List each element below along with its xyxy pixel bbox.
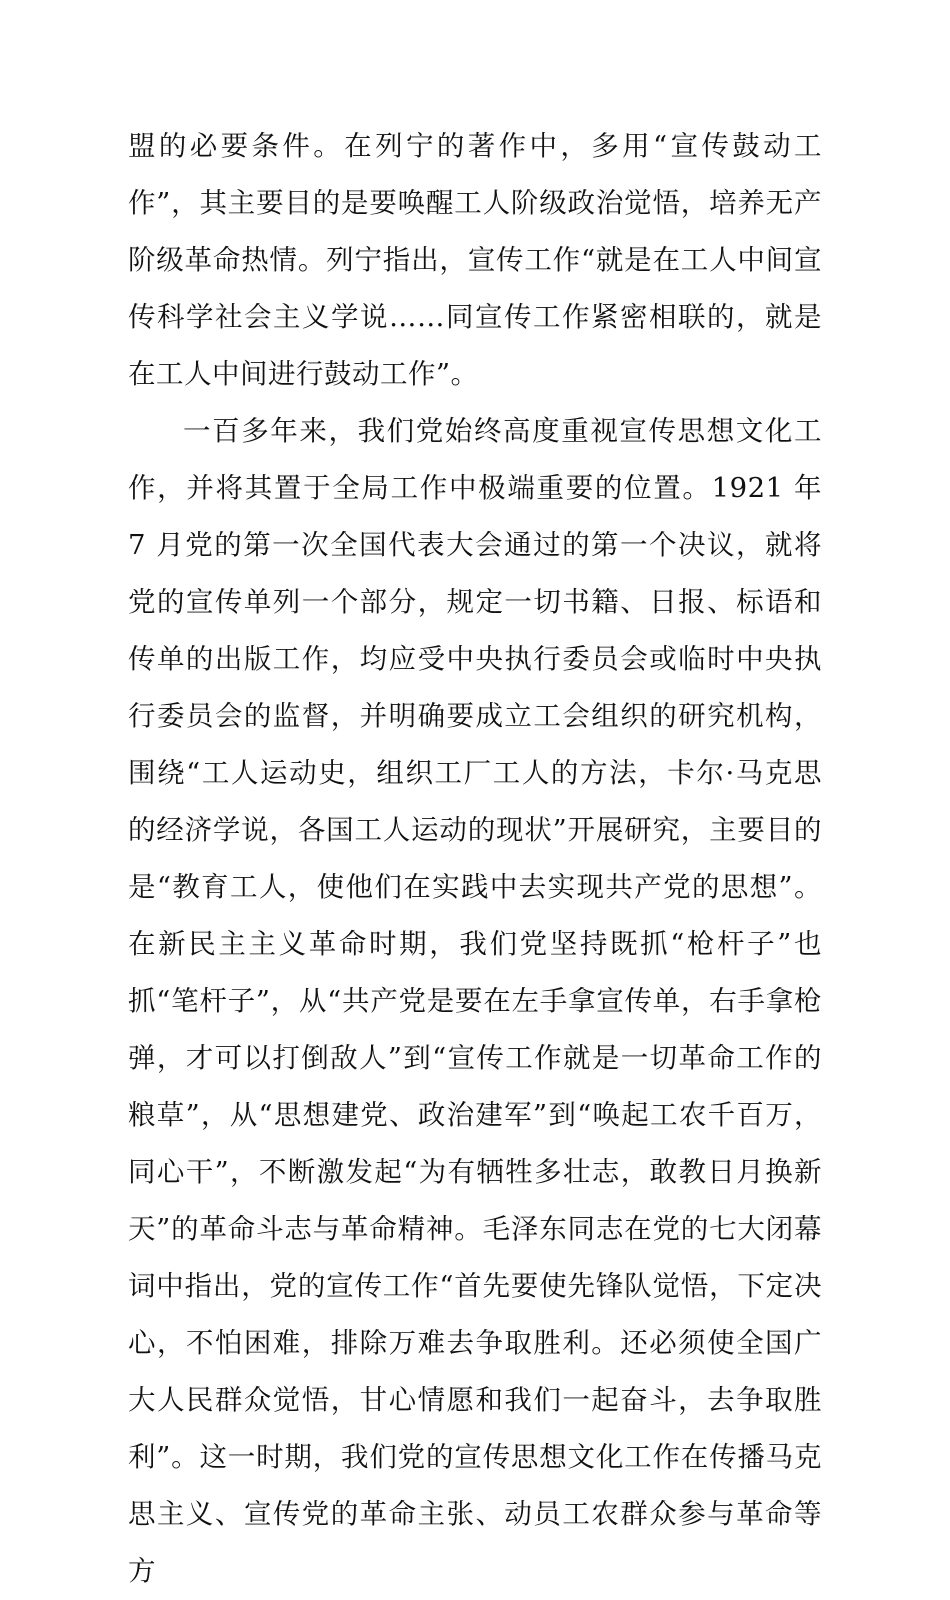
paragraph-2: 一百多年来，我们党始终高度重视宣传思想文化工作，并将其置于全局工作中极端重要的位置。1921 年 7 月党的第一次全国代表大会通过的第一个决议，就将党的宣传单列一个部分，规定一切书籍、日报、标语和传单的出版工作，均应受中央执行委员会或临时中央执行委员会的监督，并明确要成立工会组织的研究机构，围绕“工人运动史，组织工厂工人的方法，卡尔·马克思的经济学说，各国工人运动的现状”开展研究，主要目的是“教育工人，使他们在实践中去实现共产党的思想”。在新民主主义革命时期，我们党坚持既抓“枪杆子”也抓“笔杆子”，从“共产党是要在左手拿宣传单，右手拿枪弹，才可以打倒敌人”到“宣传工作就是一切革命工作的粮草”，从“思想建党、政治建军”到“唤起工农千百万，同心干”，不断激发起“为有牺牲多壮志，敢教日月换新天”的革命斗志与革命精神。毛泽东同志在党的七大闭幕词中指出，党的宣传工作“首先要使先锋队觉悟，下定决心，不怕困难，排除万难去争取胜利。还必须使全国广大人民群众觉悟，甘心情愿和我们一起奋斗，去争取胜利”。这一时期，我们党的宣传思想文化工作在传播马克思主义、宣传党的革命主张、动员工农群众参与革命等方 (128, 415, 822, 1587)
paragraph-1: 盟的必要条件。在列宁的著作中，多用“宣传鼓动工作”，其主要目的是要唤醒工人阶级政治觉悟，培养无产阶级革命热情。列宁指出，宣传工作“就是在工人中间宣传科学社会主义学说……同宣传工作紧密相联的，就是在工人中间进行鼓动工作”。 (128, 130, 822, 390)
document-body (128, 118, 822, 1600)
